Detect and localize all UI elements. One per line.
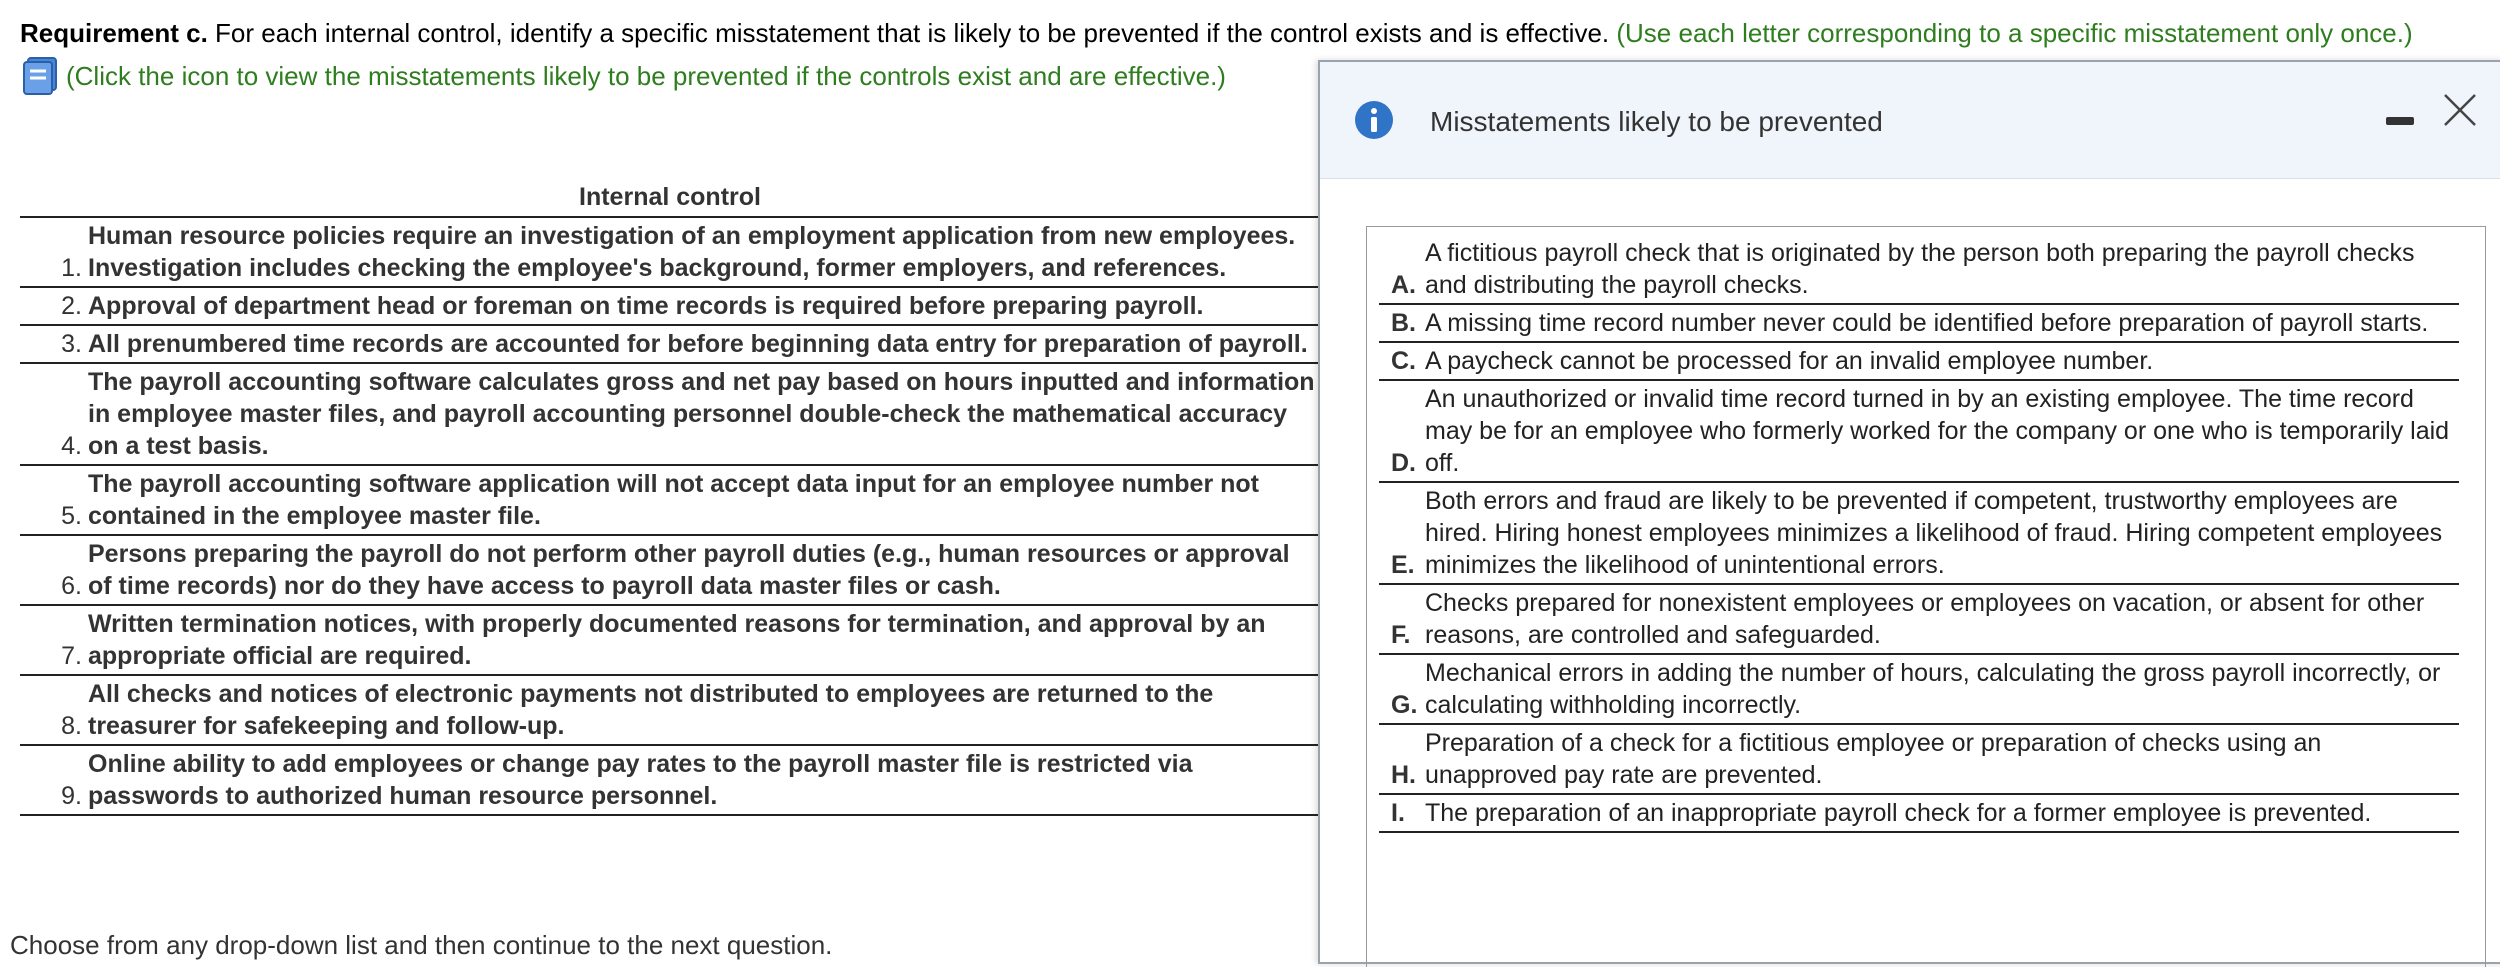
internal-control-row <box>20 745 1320 815</box>
icon-hint-row <box>20 54 1226 98</box>
misstatement-letter: F. <box>1379 584 1425 654</box>
dialog-header <box>1320 62 2500 179</box>
misstatement-letter: B. <box>1379 304 1425 342</box>
control-number: 3. <box>20 325 88 363</box>
misstatement-row <box>1379 482 2459 584</box>
misstatement-row <box>1379 724 2459 794</box>
internal-control-row <box>20 535 1320 605</box>
instruction-footer: Choose from any drop-down list and then continue to the next question. <box>10 930 833 960</box>
internal-control-row <box>20 363 1320 465</box>
info-icon <box>1354 100 1394 140</box>
control-text: Human resource policies require an investigation of an employment application from new employees. Investigation includes checking the employee's background, former employers, and references. <box>88 217 1320 287</box>
control-text: All checks and notices of electronic payments not distributed to employees are returned to the treasurer for safekeeping and follow-up. <box>88 675 1320 745</box>
internal-control-row <box>20 217 1320 287</box>
misstatement-row <box>1379 584 2459 654</box>
misstatement-row <box>1379 380 2459 482</box>
requirement-instructions <box>20 16 2490 50</box>
close-icon <box>2442 92 2478 128</box>
control-number: 1. <box>20 217 88 287</box>
requirement-note: (Use each letter corresponding to a specific misstatement only once.) <box>1616 18 2413 48</box>
control-number: 8. <box>20 675 88 745</box>
control-text: The payroll accounting software application will not accept data input for an employee number not contained in the employee master file. <box>88 465 1320 535</box>
misstatements-box <box>1366 226 2486 967</box>
misstatement-text: Checks prepared for nonexistent employees or employees on vacation, or absent for other reasons, are controlled and safeguarded. <box>1425 584 2459 654</box>
misstatement-letter: A. <box>1379 235 1425 304</box>
misstatement-row <box>1379 794 2459 832</box>
requirement-text: For each internal control, identify a specific misstatement that is likely to be prevented if the control exists and is effective. <box>207 18 1617 48</box>
control-number: 7. <box>20 605 88 675</box>
requirement-label: Requirement c. <box>20 18 208 48</box>
control-text: The payroll accounting software calculates gross and net pay based on hours inputted and information in employee master files, and payroll accounting personnel double-check the mathematical accuracy on a test basis. <box>88 363 1320 465</box>
internal-control-row <box>20 465 1320 535</box>
internal-control-row <box>20 287 1320 325</box>
internal-control-row <box>20 675 1320 745</box>
misstatement-letter: G. <box>1379 654 1425 724</box>
misstatement-row <box>1379 342 2459 380</box>
control-number: 9. <box>20 745 88 815</box>
control-text: Approval of department head or foreman on time records is required before preparing payroll. <box>88 287 1320 325</box>
misstatement-letter: D. <box>1379 380 1425 482</box>
control-number: 5. <box>20 465 88 535</box>
misstatement-text: A missing time record number never could be identified before preparation of payroll starts. <box>1425 304 2459 342</box>
misstatement-row <box>1379 235 2459 304</box>
misstatement-text: Mechanical errors in adding the number of hours, calculating the gross payroll incorrectly, or calculating withholding incorrectly. <box>1425 654 2459 724</box>
book-icon[interactable] <box>20 55 60 97</box>
misstatements-table <box>1379 235 2459 833</box>
internal-control-header: Internal control <box>20 178 1320 217</box>
misstatement-letter: I. <box>1379 794 1425 832</box>
misstatement-letter: E. <box>1379 482 1425 584</box>
misstatement-letter: H. <box>1379 724 1425 794</box>
misstatements-dialog <box>1318 60 2500 964</box>
dialog-title: Misstatements likely to be prevented <box>1430 106 1883 137</box>
control-text: Persons preparing the payroll do not perform other payroll duties (e.g., human resources or approval of time records) nor do they have access to payroll data master files or cash. <box>88 535 1320 605</box>
internal-control-row <box>20 605 1320 675</box>
misstatement-letter: C. <box>1379 342 1425 380</box>
control-text: Online ability to add employees or change pay rates to the payroll master file is restricted via passwords to authorized human resource personnel. <box>88 745 1320 815</box>
misstatement-text: Preparation of a check for a fictitious employee or preparation of checks using an unapproved pay rate are prevented. <box>1425 724 2459 794</box>
misstatement-text: Both errors and fraud are likely to be prevented if competent, trustworthy employees are hired. Hiring honest employees minimizes a likelihood of fraud. Hiring competent employees minimizes the likelihood of unintentional errors. <box>1425 482 2459 584</box>
control-number: 2. <box>20 287 88 325</box>
close-button[interactable] <box>2442 92 2478 128</box>
misstatement-row <box>1379 304 2459 342</box>
misstatement-text: The preparation of an inappropriate payroll check for a former employee is prevented. <box>1425 794 2459 832</box>
misstatement-row <box>1379 654 2459 724</box>
internal-control-row <box>20 325 1320 363</box>
misstatement-text: A paycheck cannot be processed for an invalid employee number. <box>1425 342 2459 380</box>
control-number: 4. <box>20 363 88 465</box>
minimize-icon <box>2386 117 2414 125</box>
control-text: Written termination notices, with properly documented reasons for termination, and approval by an appropriate official are required. <box>88 605 1320 675</box>
control-text: All prenumbered time records are accounted for before beginning data entry for preparation of payroll. <box>88 325 1320 363</box>
misstatement-text: A fictitious payroll check that is originated by the person both preparing the payroll checks and distributing the payroll checks. <box>1425 235 2459 304</box>
icon-hint-text: (Click the icon to view the misstatements likely to be prevented if the controls exist and are effective.) <box>66 60 1226 91</box>
control-number: 6. <box>20 535 88 605</box>
minimize-button[interactable] <box>2386 112 2416 132</box>
internal-control-table <box>20 178 1320 816</box>
misstatement-text: An unauthorized or invalid time record turned in by an existing employee. The time record may be for an employee who formerly worked for the company or one who is temporarily laid off. <box>1425 380 2459 482</box>
